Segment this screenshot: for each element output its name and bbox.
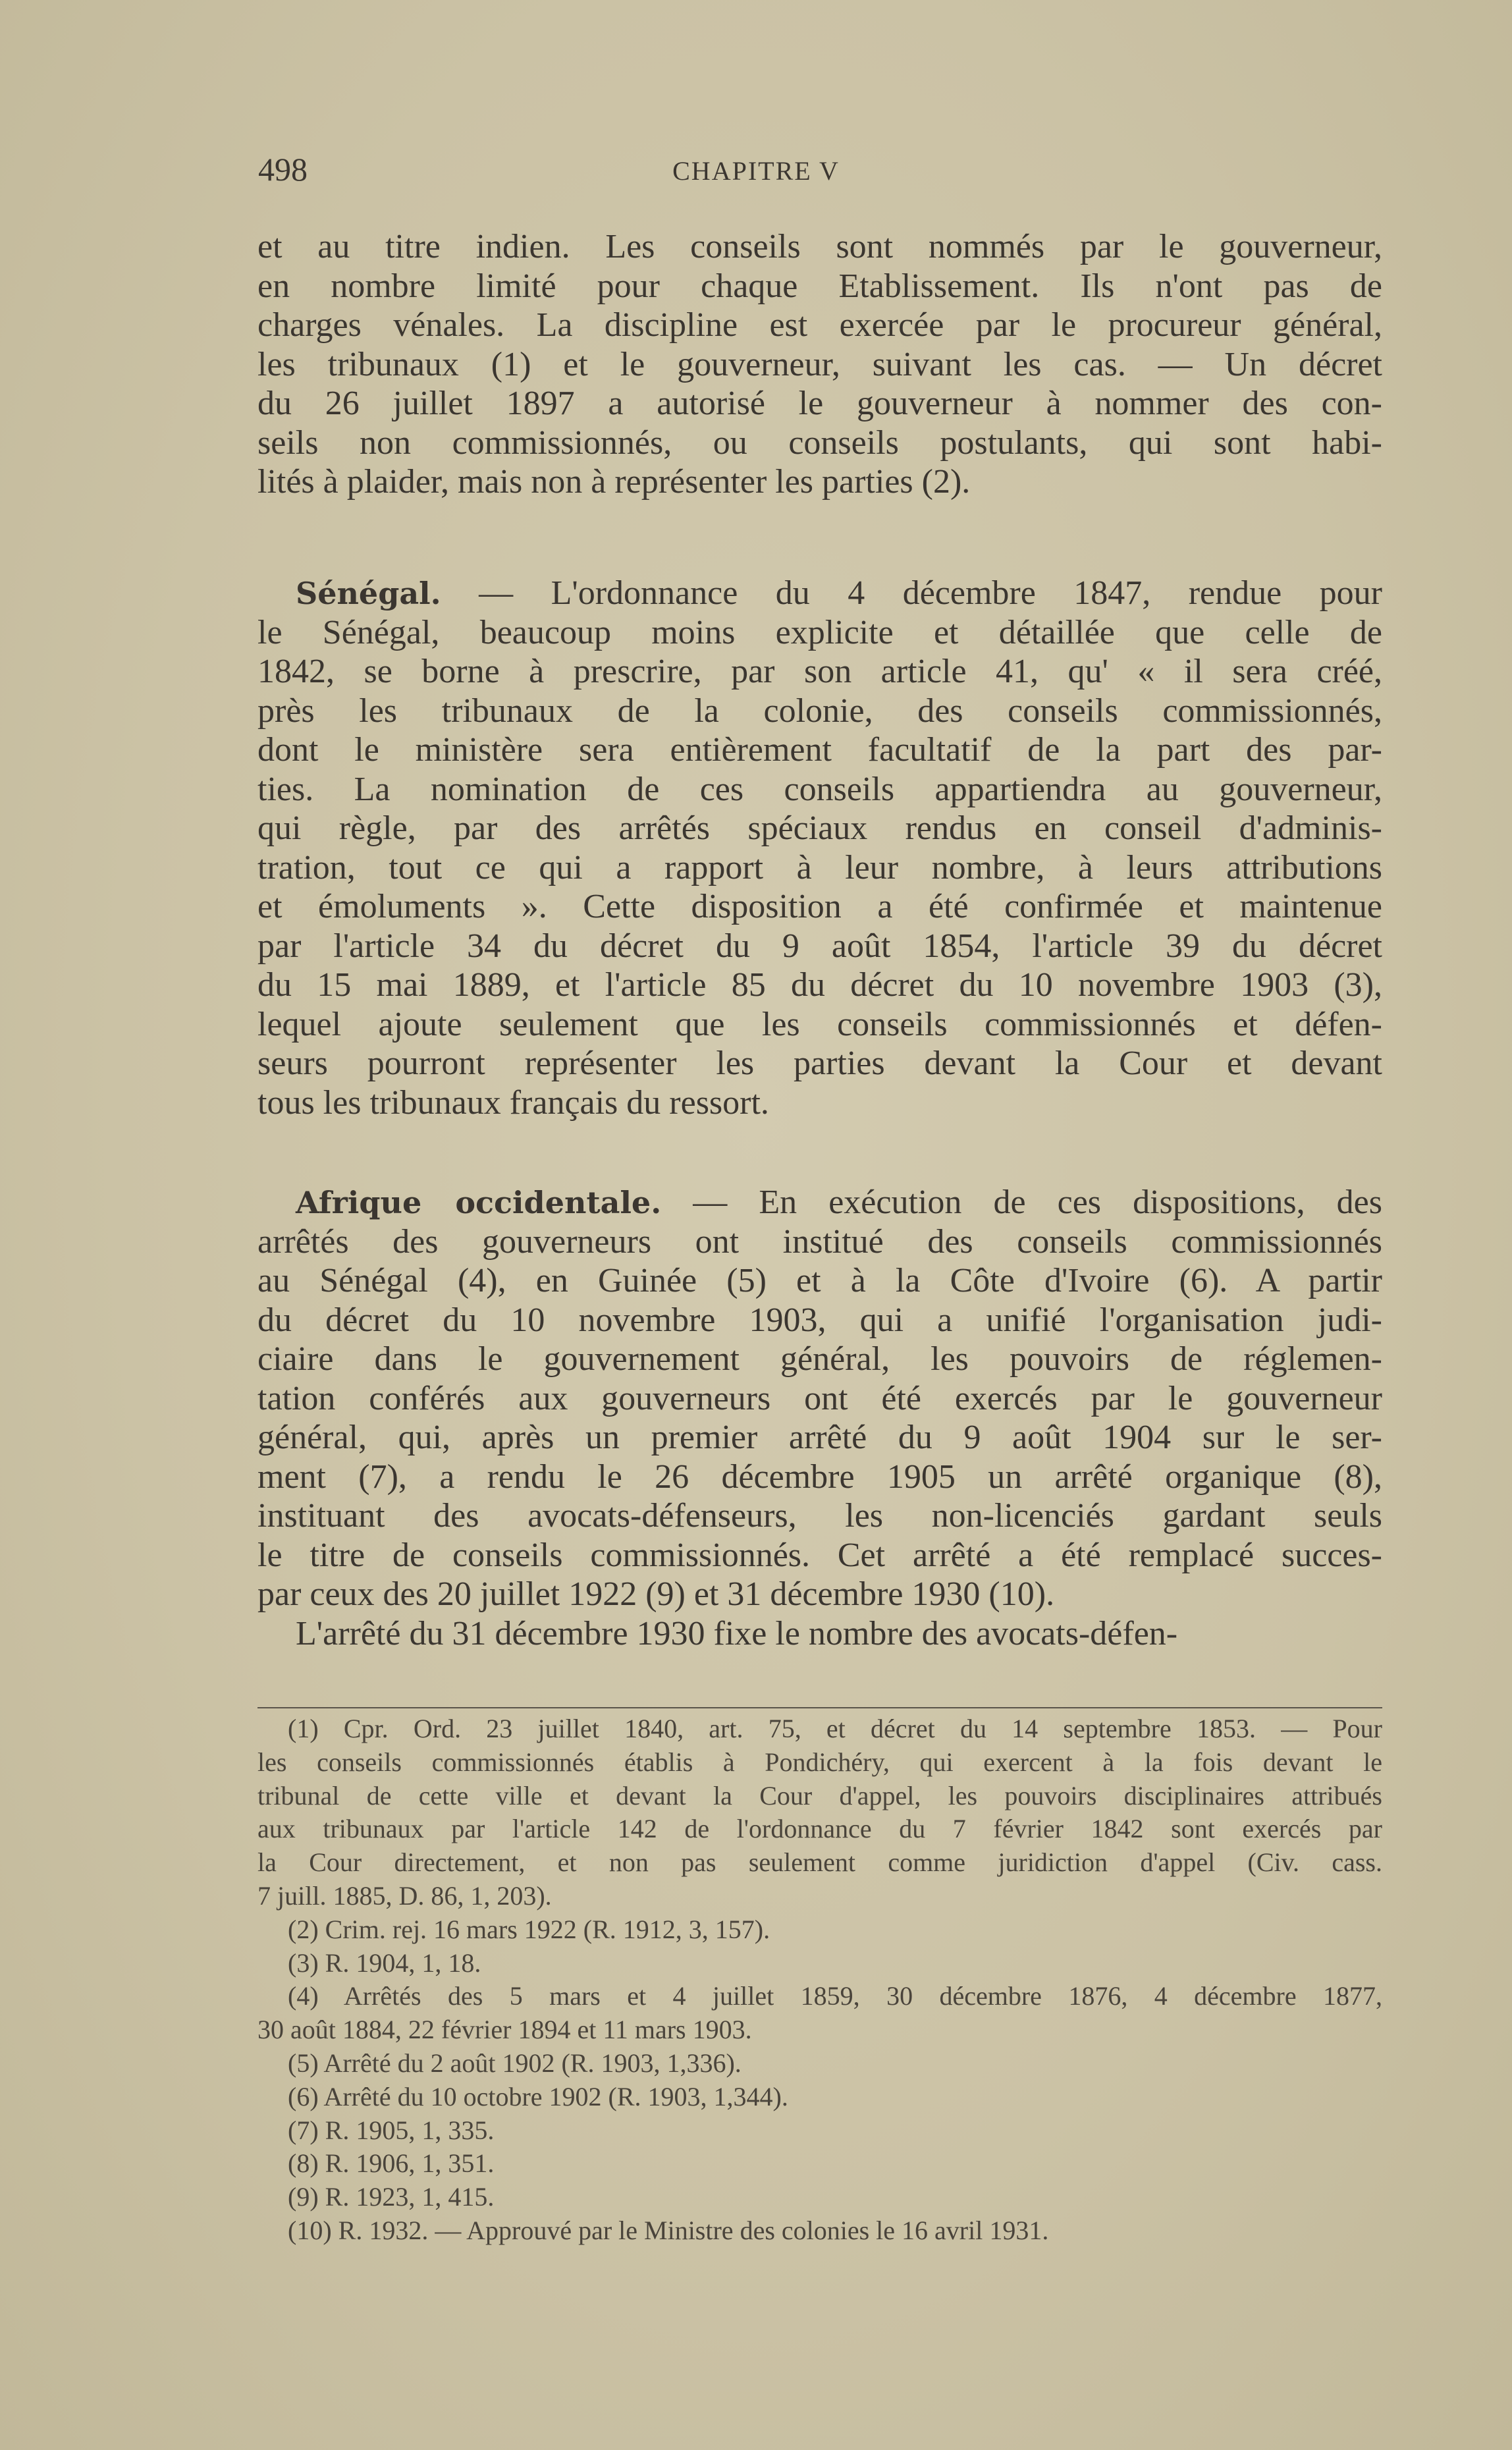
text-line: lequel ajoute seulement que les conseils commissionnés et défen- <box>257 1005 1382 1043</box>
text-line <box>257 574 1382 613</box>
footnote-line: les conseils commissionnés établis à Pondichéry, qui exercent à la fois devant le <box>257 1747 1382 1777</box>
text-line: ment (7), a rendu le 26 décembre 1905 un arrêté organique (8), <box>257 1457 1382 1496</box>
paragraph-afrique-occidentale <box>257 1183 1382 1653</box>
text-line: L'arrêté du 31 décembre 1930 fixe le nombre des avocats-défen- <box>296 1614 1178 1652</box>
paragraph-inde <box>257 227 1382 502</box>
text-line: tation conférés aux gouverneurs ont été exercés par le gouverneur <box>257 1379 1382 1417</box>
text-line <box>257 1183 1382 1222</box>
footnote-line: (6) Arrêté du 10 octobre 1902 (R. 1903, 1,344). <box>288 2081 788 2111</box>
text-line: en nombre limité pour chaque Etablissement. Ils n'ont pas de <box>257 267 1382 305</box>
text-line: près les tribunaux de la colonie, des conseils commissionnés, <box>257 692 1382 730</box>
text-line: le titre de conseils commissionnés. Cet arrêté a été remplacé succes- <box>257 1536 1382 1574</box>
footnote-divider <box>257 1707 1382 1708</box>
footnote-line: tribunal de cette ville et devant la Cour d'appel, les pouvoirs disciplinaires attribués <box>257 1780 1382 1810</box>
footnote-line: la Cour directement, et non pas seulement comme juridiction d'appel (Civ. cass. <box>257 1847 1382 1878</box>
text-line: qui règle, par des arrêtés spéciaux rendus en conseil d'adminis- <box>257 809 1382 847</box>
footnote-line: aux tribunaux par l'article 142 de l'ordonnance du 7 février 1842 sont exercés par <box>257 1814 1382 1844</box>
page-number: 498 <box>258 151 308 188</box>
text-line: arrêtés des gouverneurs ont institué des conseils commissionnés <box>257 1222 1382 1261</box>
text-line: les tribunaux (1) et le gouverneur, suivant les cas. — Un décret <box>257 345 1382 383</box>
footnote-line: (10) R. 1932. — Approuvé par le Ministre des colonies le 16 avril 1931. <box>288 2215 1049 2245</box>
text-run: — L'ordonnance du 4 décembre 1847, rendue pour <box>441 574 1382 612</box>
footnotes <box>257 1712 1382 2248</box>
text-line: tration, tout ce qui a rapport à leur nombre, à leurs attributions <box>257 848 1382 886</box>
footnote-line: 7 juill. 1885, D. 86, 1, 203). <box>257 1880 552 1911</box>
text-line: 1842, se borne à prescrire, par son article 41, qu' « il sera créé, <box>257 653 1382 690</box>
text-line: du 15 mai 1889, et l'article 85 du décret du 10 novembre 1903 (3), <box>257 966 1382 1004</box>
text-line: au Sénégal (4), en Guinée (5) et à la Côte d'Ivoire (6). A partir <box>257 1262 1382 1299</box>
footnote-line: (2) Crim. rej. 16 mars 1922 (R. 1912, 3, 157). <box>288 1914 770 1944</box>
footnote-line: 30 août 1884, 22 février 1894 et 11 mars 1903. <box>257 2015 752 2045</box>
text-line: du 26 juillet 1897 a autorisé le gouverneur à nommer des con- <box>257 385 1382 422</box>
footnote-line: (7) R. 1905, 1, 335. <box>288 2115 495 2145</box>
text-line: ciaire dans le gouvernement général, les pouvoirs de réglemen- <box>257 1340 1382 1378</box>
text-line: dont le ministère sera entièrement facultatif de la part des par- <box>257 731 1382 769</box>
footnote-line: (9) R. 1923, 1, 415. <box>288 2182 495 2212</box>
text-line: seils non commissionnés, ou conseils postulants, qui sont habi- <box>257 423 1382 462</box>
text-line: seurs pourront représenter les parties devant la Cour et devant <box>257 1045 1382 1082</box>
text-line: charges vénales. La discipline est exercée par le procureur général, <box>257 306 1382 344</box>
text-line: ties. La nomination de ces conseils appartiendra au gouverneur, <box>257 770 1382 808</box>
footnote-line: (8) R. 1906, 1, 351. <box>288 2148 495 2179</box>
text-line: général, qui, après un premier arrêté du 9 août 1904 sur le ser- <box>257 1419 1382 1456</box>
section-heading: Afrique occidentale. <box>296 1185 662 1220</box>
footnote-line: (5) Arrêté du 2 août 1902 (R. 1903, 1,336). <box>288 2048 742 2078</box>
running-header: CHAPITRE V <box>672 156 840 186</box>
footnote-line: (1) Cpr. Ord. 23 juillet 1840, art. 75, et décret du 14 septembre 1853. — Pour <box>288 1714 1382 1743</box>
footnote-line: (4) Arrêtés des 5 mars et 4 juillet 1859, 30 décembre 1876, 4 décembre 1877, <box>288 1981 1382 2011</box>
text-line: le Sénégal, beaucoup moins explicite et détaillée que celle de <box>257 613 1382 651</box>
footnote-line: (3) R. 1904, 1, 18. <box>288 1947 481 1978</box>
section-heading: Sénégal. <box>296 576 441 611</box>
text-line: du décret du 10 novembre 1903, qui a unifié l'organisation judi- <box>257 1301 1382 1339</box>
text-line: tous les tribunaux français du ressort. <box>257 1083 769 1122</box>
text-line: lités à plaider, mais non à représenter les parties (2). <box>257 463 971 501</box>
text-line: instituant des avocats-défenseurs, les non-licenciés gardant seuls <box>257 1497 1382 1535</box>
text-line: par l'article 34 du décret du 9 août 1854, l'article 39 du décret <box>257 927 1382 965</box>
text-run: — En exécution de ces dispositions, des <box>661 1184 1382 1221</box>
paragraph-senegal <box>257 574 1382 1122</box>
text-line: et émoluments ». Cette disposition a été confirmée et maintenue <box>257 888 1382 925</box>
text-line: et au titre indien. Les conseils sont nommés par le gouverneur, <box>257 228 1382 265</box>
text-line: par ceux des 20 juillet 1922 (9) et 31 décembre 1930 (10). <box>257 1575 1055 1613</box>
